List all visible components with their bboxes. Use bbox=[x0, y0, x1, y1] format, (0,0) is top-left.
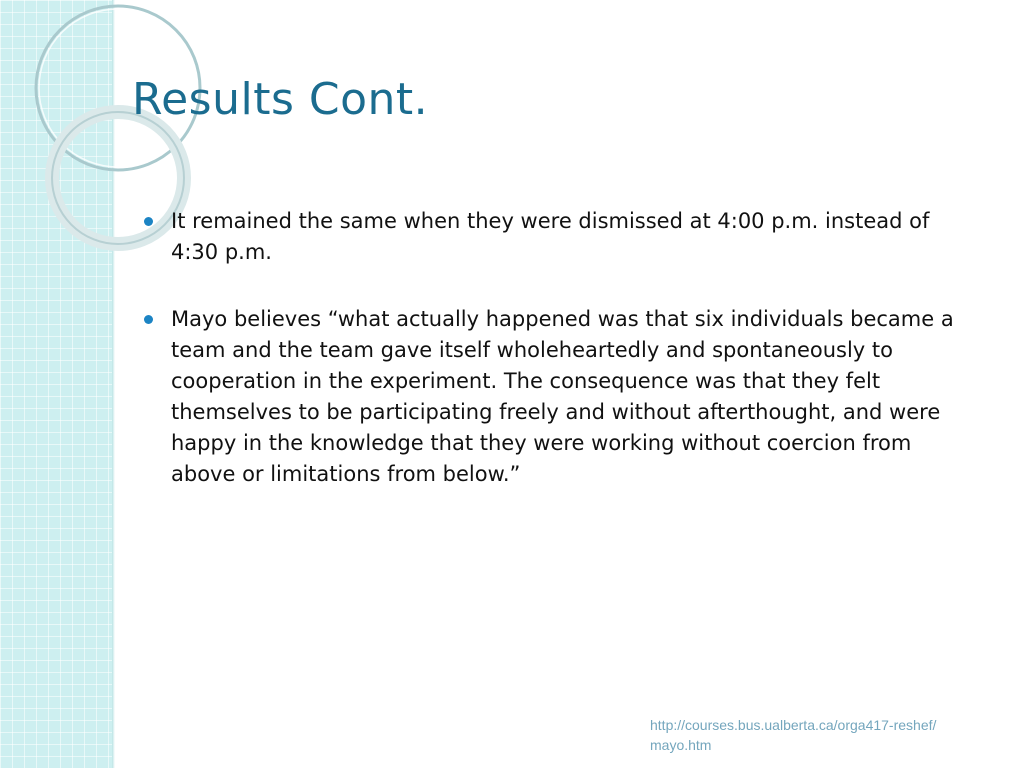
bullet-dot-icon bbox=[144, 315, 153, 324]
bullet-item bbox=[144, 304, 964, 490]
decorative-rings-icon bbox=[0, 0, 120, 260]
bullet-text: It remained the same when they were dismissed at 4:00 p.m. instead of 4:30 p.m. bbox=[171, 209, 930, 264]
bullet-list bbox=[144, 206, 964, 526]
slide-title: Results Cont. bbox=[132, 74, 429, 125]
bullet-item bbox=[144, 206, 964, 268]
bullet-dot-icon bbox=[144, 217, 153, 226]
bullet-text: Mayo believes “what actually happened was that six individuals became a team and the team gave itself wholeheartedly and spontaneously to cooperation in the experiment. The consequence was that they felt themselves to be participating freely and without afterthought, and were happy in the knowledge that they were working without coercion from above or limitations from below.” bbox=[171, 307, 954, 486]
source-link[interactable]: http://courses.bus.ualberta.ca/orga417-reshef/mayo.htm bbox=[650, 717, 937, 753]
